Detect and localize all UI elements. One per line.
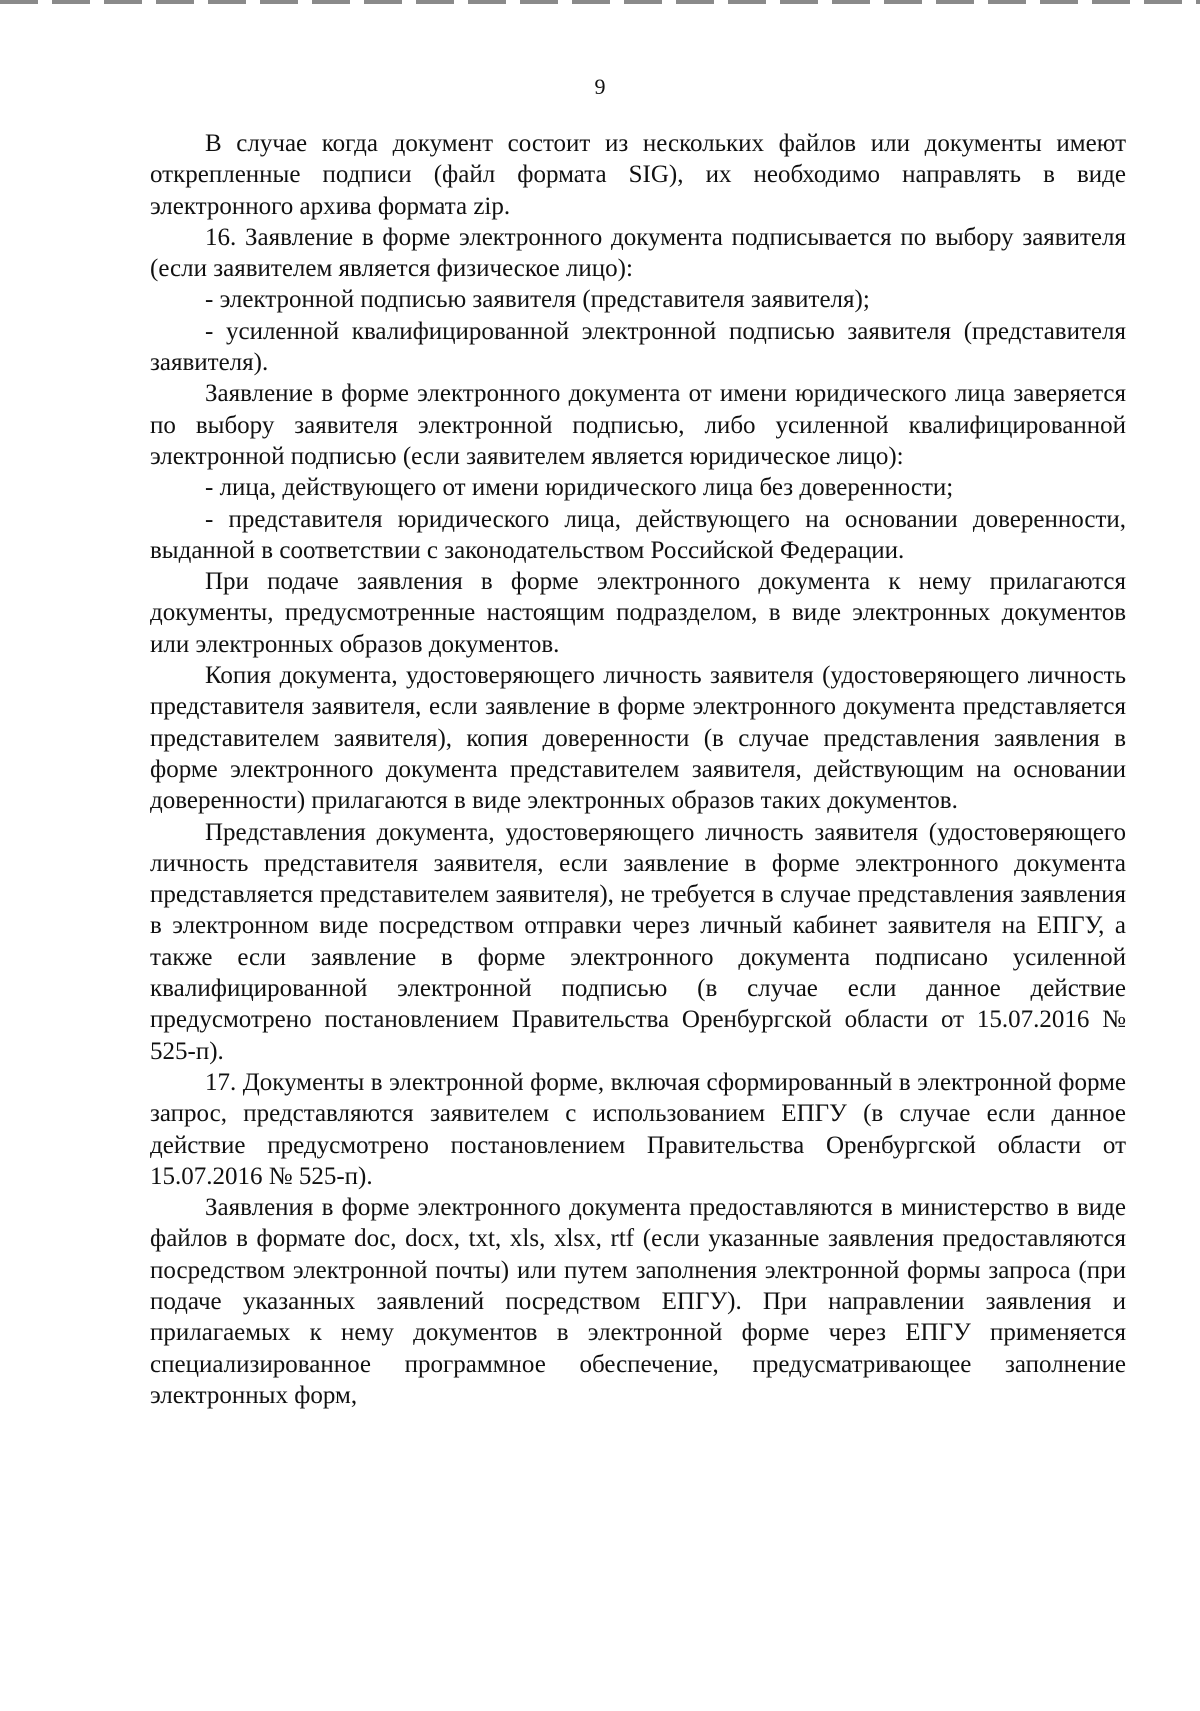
paragraph-identity-not-required: Представления документа, удостоверяющего личность заявителя (удостоверяющего личность представителя заявителя, если заявление в форме электронного документа представляется представителем заявителя), не требуется в случае представления заявления в электронном виде посредством отправки через личный кабинет заявителя на ЕПГУ, а также если заявление в форме электронного документа подписано усиленной квалифицированной электронной подписью (в случае если данное действие предусмотрено постановлением Правительства Оренбургской области от 15.07.2016 № 525-п).	[150, 818, 1126, 1065]
list-item-qualified-signature: - усиленной квалифицированной электронной подписью заявителя (представителя заявителя).	[150, 317, 1126, 377]
list-item-representative: - представителя юридического лица, действующего на основании доверенности, выданной в соответствии с законодательством Российской Федерации.	[150, 505, 1126, 564]
paragraph-identity-copy: Копия документа, удостоверяющего личность заявителя (удостоверяющего личность представителя заявителя, если заявление в форме электронного документа представляется представителем заявителя), копия доверенности (в случае представления заявления в форме электронного документа представителем заявителя, действующим на основании доверенности) прилагаются в виде электронных образов таких документов.	[150, 662, 1126, 815]
paragraph-archive-files: В случае когда документ состоит из нескольких файлов или документы имеют открепленные подписи (файл формата SIG), их необходимо направлять в виде электронного архива формата zip.	[150, 130, 1126, 220]
document-body	[150, 128, 1126, 1411]
scan-edge-artifact	[0, 0, 1200, 4]
paragraph-legal-entity: Заявление в форме электронного документа от имени юридического лица заверяется по выбору заявителя электронной подписью, либо усиленной квалифицированной электронной подписью (если заявителем является юридическое лицо):	[150, 380, 1126, 470]
paragraph-file-formats: Заявления в форме электронного документа предоставляются в министерство в виде файлов в формате doc, docx, txt, xls, xlsx, rtf (если указанные заявления предоставляются посредством электронной почты) или путем заполнения электронной формы запроса (при подаче указанных заявлений посредством ЕПГУ). При направлении заявления и прилагаемых к нему документов в электронной форме через ЕПГУ применяется специализированное программное обеспечение, предусматривающее заполнение электронных форм,	[150, 1194, 1126, 1409]
list-item-without-power-of-attorney: - лица, действующего от имени юридического лица без доверенности;	[205, 474, 954, 502]
list-item-electronic-signature: - электронной подписью заявителя (представителя заявителя);	[205, 286, 870, 314]
paragraph-item-16: 16. Заявление в форме электронного документа подписывается по выбору заявителя (если заявителем является физическое лицо):	[150, 223, 1126, 283]
paragraph-item-17: 17. Документы в электронной форме, включая сформированный в электронной форме запрос, представляются заявителем с использованием ЕПГУ (в случае если данное действие предусмотрено постановлением Правительства Оренбургской области от 15.07.2016 № 525-п).	[150, 1068, 1126, 1190]
paragraph-attached-documents: При подаче заявления в форме электронного документа к нему прилагаются документы, предусмотренные настоящим подразделом, в виде электронных документов или электронных образов документов.	[150, 568, 1126, 658]
page-number: 9	[594, 74, 606, 99]
